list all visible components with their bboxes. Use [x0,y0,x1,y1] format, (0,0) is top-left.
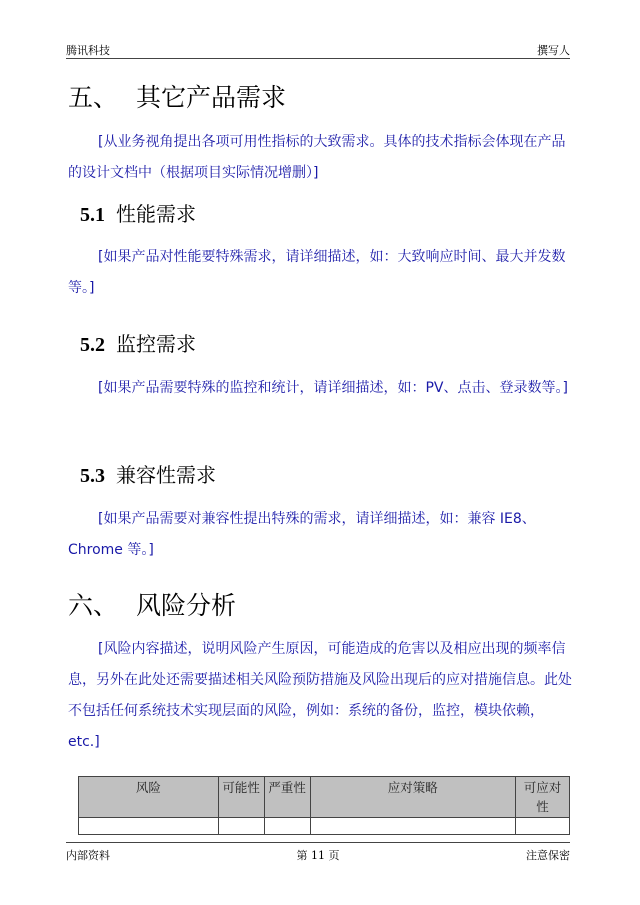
section-6-title: 风险分析 [136,591,237,620]
table-cell[interactable] [516,818,570,835]
footer-right: 注意保密 [526,849,570,862]
section-5-number: 五、 [68,83,119,112]
section-5-1-title: 性能需求 [116,202,196,226]
footer-left: 内部资料 [66,849,110,862]
section-5-3-heading [80,459,216,488]
section-5-1-heading [80,198,196,227]
section-5-title: 其它产品需求 [136,83,287,112]
section-6-heading [68,586,236,622]
risk-table-header-row [79,777,570,818]
col-strategy: 应对策略 [310,777,516,818]
section-5-2-number: 5.2 [80,334,105,356]
table-cell[interactable] [79,818,219,835]
section-5-3-number: 5.3 [80,465,105,487]
section-5-2-text: [如果产品需要特殊的监控和统计，请详细描述，如：PV、点击、登录数等。] [98,380,568,396]
section-5-3-text: [如果产品需要对兼容性提出特殊的需求，请详细描述，如：兼容 IE8、Chrome 等。] [68,511,536,558]
footer-page-number: 第 11 页 [296,849,340,862]
col-manageability: 可应对性 [516,777,570,818]
section-6-intro: [风险内容描述，说明风险产生原因，可能造成的危害以及相应出现的频率信息，另外在此处还需要描述相关风险预防措施及风险出现后的应对措施信息。此处不包括任何系统技术实现层面的风险，例如：系统的备份，监控，模块依赖，etc.] [68,641,572,750]
page-header [66,38,570,59]
header-author: 撰写人 [537,44,570,57]
section-5-2-heading [80,328,196,357]
section-5-3-title: 兼容性需求 [116,463,216,487]
section-5-1-text: [如果产品对性能要特殊需求，请详细描述，如：大致响应时间、最大并发数等。] [68,249,566,296]
col-risk: 风险 [79,777,219,818]
page-footer [66,842,570,863]
section-5-intro: [从业务视角提出各项可用性指标的大致需求。具体的技术指标会体现在产品的设计文档中（根据项目实际情况增删）] [68,134,566,181]
table-cell[interactable] [310,818,516,835]
table-cell[interactable] [218,818,264,835]
header-company: 腾讯科技 [66,44,110,57]
section-5-1-number: 5.1 [80,204,105,226]
section-5-2-title: 监控需求 [116,332,196,356]
section-5-heading [68,78,286,114]
table-row [79,818,570,835]
risk-table [78,776,570,835]
col-severity: 严重性 [264,777,310,818]
col-likelihood: 可能性 [218,777,264,818]
section-6-number: 六、 [68,591,119,620]
table-cell[interactable] [264,818,310,835]
